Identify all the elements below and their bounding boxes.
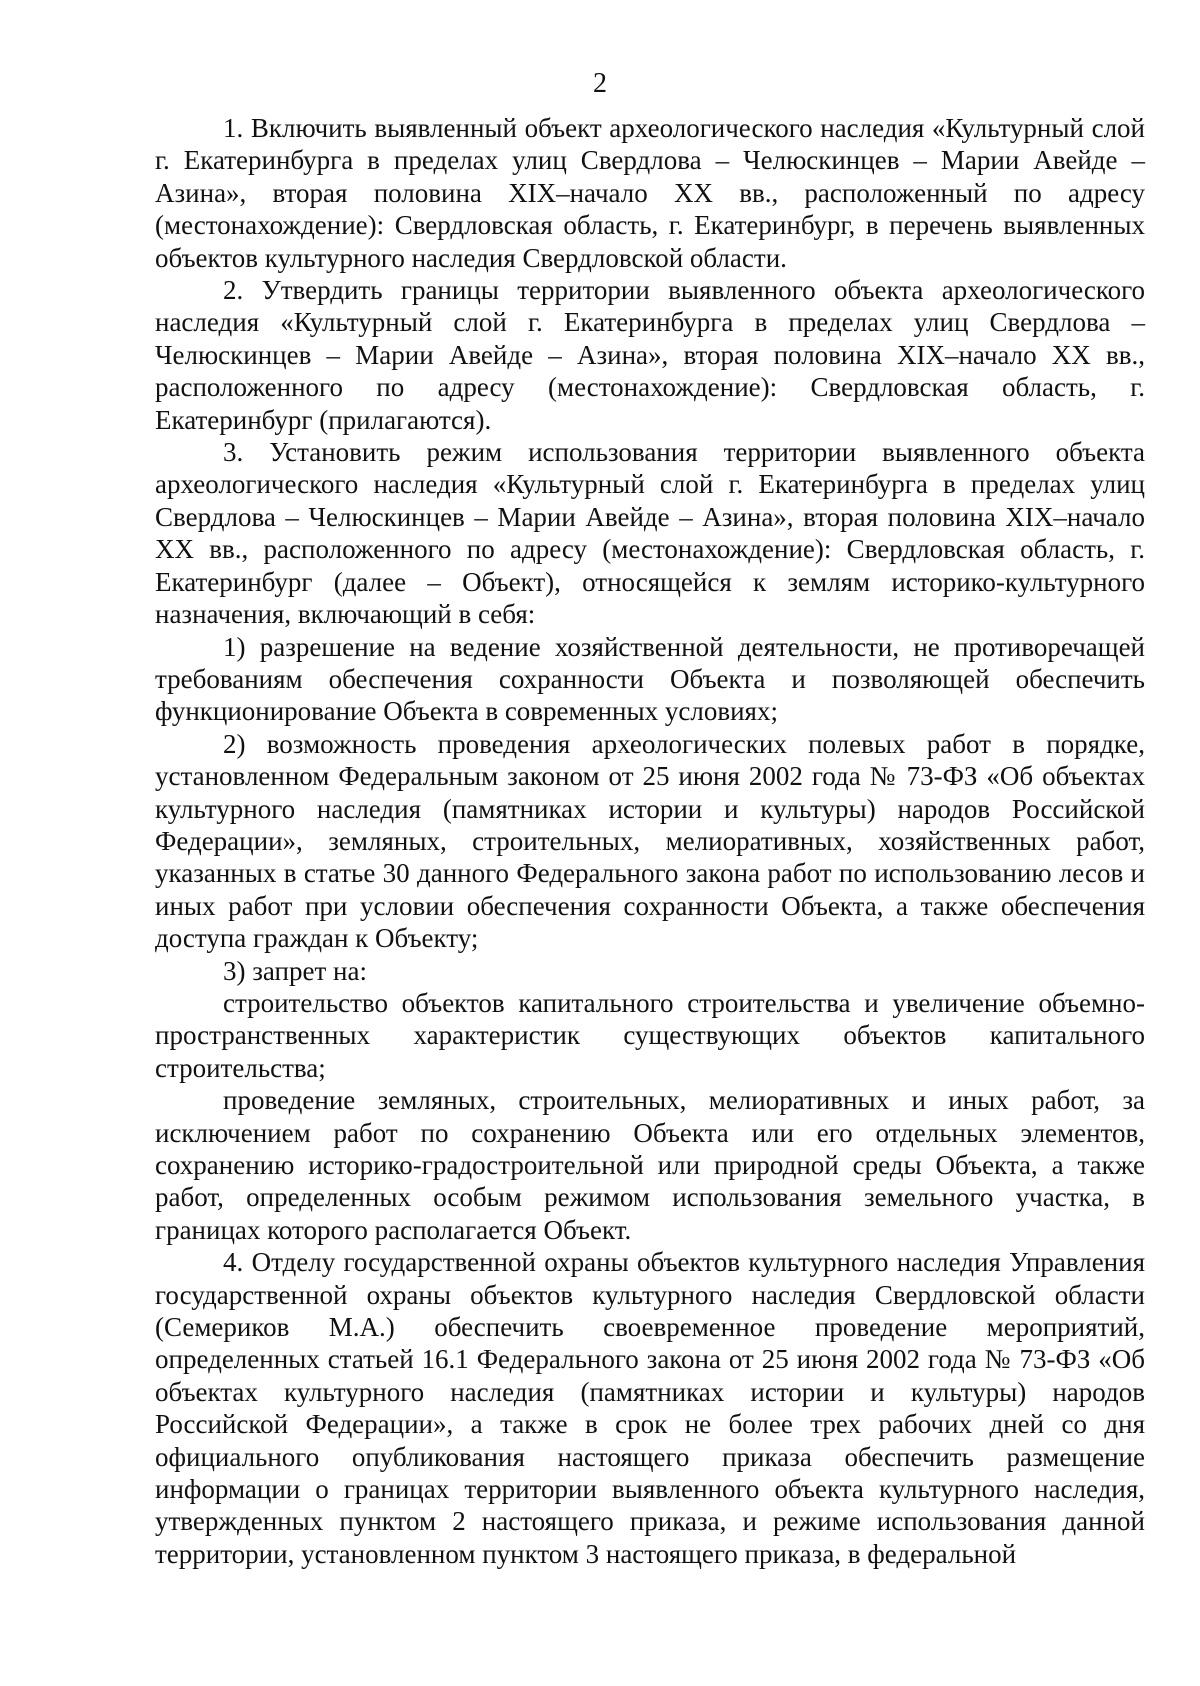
document-body [155,112,1145,1570]
paragraph-item-3-usage-regime: 3. Установить режим использования территории выявленного объекта археологического наследия «Культурный слой г. Екатеринбурга в пределах улиц Свердлова – Челюскинцев – Марии Авейде – Азина», вторая половина XIX–начало XX вв., расположенного по адресу (местонахождение): Свердловская область, г. Екатеринбург (далее – Объект), относящейся к землям историко-культурного назначения, включающий в себя: [155,437,1145,630]
paragraph-item-1-include-object: 1. Включить выявленный объект археологического наследия «Культурный слой г. Екатеринбурга в пределах улиц Свердлова – Челюскинцев – Марии Авейде – Азина», вторая половина XIX–начало XX вв., расположенный по адресу (местонахождение): Свердловская область, г. Екатеринбург, в перечень выявленных объектов культурного наследия Свердловской области. [155,113,1145,273]
paragraph-item-4-department: 4. Отделу государственной охраны объектов культурного наследия Управления государственной охраны объектов культурного наследия Свердловской области (Семериков М.А.) обеспечить своевременное проведение мероприятий, определенных статьей 16.1 Федерального закона от 25 июня 2002 года № 73-ФЗ «Об объектах культурного наследия (памятниках истории и культуры) народов Российской Федерации», а также в срок не более трех рабочих дней со дня официального опубликования настоящего приказа обеспечить размещение информации о границах территории выявленного объекта культурного наследия, утвержденных пунктом 2 настоящего приказа, и режиме использования данной территории, установленном пунктом 3 настоящего приказа, в федеральной [155,1247,1145,1569]
page-number: 2 [593,68,607,99]
paragraph-item-2-approve-boundaries: 2. Утвердить границы территории выявленного объекта археологического наследия «Культурный слой г. Екатеринбурга в пределах улиц Свердлова – Челюскинцев – Марии Авейде – Азина», вторая половина XIX–начало XX вв., расположенного по адресу (местонахождение): Свердловская область, г. Екатеринбург (прилагаются). [155,275,1145,435]
paragraph-subitem-3-prohibition: 3) запрет на: [223,955,367,986]
paragraph-subitem-1-permission: 1) разрешение на ведение хозяйственной деятельности, не противоречащей требованиям обеспечения сохранности Объекта и позволяющей обеспечить функционирование Объекта в современных условиях; [155,631,1145,727]
paragraph-prohibition-construction: строительство объектов капитального строительства и увеличение объемно-пространственных характеристик существующих объектов капитального строительства; [155,987,1145,1083]
paragraph-prohibition-works: проведение земляных, строительных, мелиоративных и иных работ, за исключением работ по сохранению Объекта или его отдельных элементов, сохранению историко-градостроительной или природной среды Объекта, а также работ, определенных особым режимом использования земельного участка, в границах которого располагается Объект. [155,1085,1145,1245]
paragraph-subitem-2-possibility: 2) возможность проведения археологических полевых работ в порядке, установленном Федеральным законом от 25 июня 2002 года № 73-ФЗ «Об объектах культурного наследия (памятниках истории и культуры) народов Российской Федерации», земляных, строительных, мелиоративных, хозяйственных работ, указанных в статье 30 данного Федерального закона работ по использованию лесов и иных работ при условии обеспечения сохранности Объекта, а также обеспечения доступа граждан к Объекту; [155,728,1145,954]
